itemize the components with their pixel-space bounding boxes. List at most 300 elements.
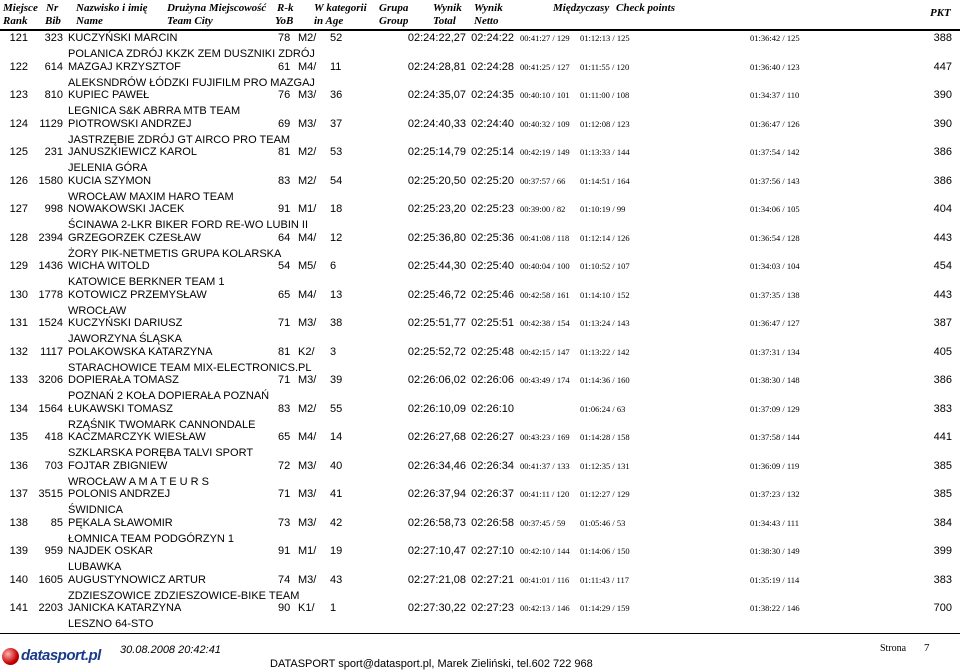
cell-checkpoint-3: 01:37:54 / 142 [750, 147, 800, 157]
cell-group: M3/ [298, 459, 317, 472]
cell-group: M2/ [298, 174, 317, 187]
cell-pkt: 386 [933, 146, 952, 158]
cell-pkt: 390 [933, 117, 952, 130]
col-rk: R-k [277, 2, 294, 14]
cell-inage: 36 [330, 89, 343, 101]
cell-name: KUCIA SZYMON [68, 174, 152, 187]
cell-inage: 54 [330, 174, 343, 187]
col-group: Group [379, 15, 409, 27]
table-row [0, 601, 960, 637]
cell-total: 02:27:21,08 [407, 573, 466, 586]
cell-checkpoint-3: 01:37:09 / 129 [750, 403, 800, 414]
col-druzyna: Drużyna Miejscowość [167, 2, 267, 14]
cell-group: M3/ [298, 573, 317, 586]
cell-bib: 614 [44, 60, 63, 73]
page-label: Strona [880, 643, 907, 654]
cell-group: M4/ [298, 288, 317, 301]
cell-pkt: 447 [933, 60, 952, 73]
cell-team: JASTRZĘBIE ZDRÓJ GT AIRCO PRO TEAM [68, 133, 291, 146]
cell-inage: 55 [330, 402, 343, 415]
cell-bib: 998 [44, 203, 63, 215]
cell-inage: 37 [330, 117, 343, 130]
cell-checkpoint-3: 01:37:58 / 144 [750, 432, 800, 442]
cell-yob: 64 [278, 231, 291, 244]
cell-group: M2/ [298, 32, 317, 44]
cell-netto: 02:27:23 [471, 602, 514, 614]
page-number: 7 [924, 642, 930, 654]
cell-pkt: 390 [933, 89, 952, 101]
cell-inage: 11 [330, 60, 342, 73]
cell-total: 02:26:10,09 [407, 402, 466, 415]
cell-netto: 02:27:21 [471, 573, 514, 586]
cell-name: FOJTAR ZBIGNIEW [68, 459, 168, 472]
cell-rank: 124 [9, 117, 28, 130]
cell-rank: 134 [9, 402, 28, 415]
cell-inage: 52 [330, 32, 343, 44]
cell-rank: 125 [9, 146, 28, 158]
cell-pkt: 385 [933, 459, 952, 472]
cell-checkpoint-3: 01:36:42 / 125 [750, 33, 800, 43]
cell-inage: 42 [330, 516, 343, 529]
cell-team: KATOWICE BERKNER TEAM 1 [68, 276, 225, 288]
cell-group: M5/ [298, 260, 317, 272]
cell-name: MAZGAJ KRZYSZTOF [68, 60, 181, 73]
cell-bib: 418 [44, 431, 63, 443]
cell-netto: 02:26:10 [471, 402, 514, 415]
cell-netto: 02:25:23 [471, 203, 514, 215]
cell-total: 02:25:20,50 [407, 174, 466, 187]
cell-bib: 1117 [40, 345, 63, 358]
cell-bib: 959 [44, 545, 63, 557]
cell-inage: 53 [330, 146, 343, 158]
cell-bib: 2203 [38, 602, 63, 614]
cell-rank: 128 [9, 231, 28, 244]
cell-bib: 1129 [39, 117, 63, 130]
cell-checkpoint-2: 01:12:14 / 126 [580, 232, 630, 243]
cell-netto: 02:26:06 [471, 374, 514, 386]
cell-inage: 43 [330, 573, 343, 586]
cell-inage: 3 [330, 345, 337, 358]
cell-yob: 83 [278, 174, 291, 187]
cell-group: M4/ [298, 60, 317, 73]
cell-checkpoint-3: 01:34:37 / 110 [750, 90, 800, 100]
cell-name: KUPIEC PAWEŁ [68, 89, 150, 101]
cell-checkpoint-2: 01:11:00 / 108 [580, 90, 630, 100]
cell-checkpoint-1: 00:42:10 / 144 [520, 546, 570, 556]
cell-name: GRZEGORZEK CZESŁAW [68, 231, 201, 244]
cell-group: M4/ [298, 231, 317, 244]
col-team-city: Team City [167, 15, 213, 27]
cell-pkt: 404 [933, 203, 952, 215]
cell-inage: 41 [330, 488, 343, 500]
cell-checkpoint-3: 01:36:09 / 119 [750, 460, 800, 471]
cell-rank: 123 [9, 89, 28, 101]
cell-pkt: 383 [933, 573, 952, 586]
cell-rank: 139 [9, 545, 28, 557]
cell-bib: 1564 [38, 402, 63, 415]
cell-rank: 135 [9, 431, 28, 443]
cell-team: ŚWIDNICA [68, 504, 123, 516]
cell-yob: 73 [278, 516, 291, 529]
cell-yob: 83 [278, 402, 291, 415]
cell-yob: 65 [278, 288, 291, 301]
cell-group: M3/ [298, 89, 317, 101]
cell-pkt: 383 [933, 402, 952, 415]
cell-checkpoint-3: 01:37:31 / 134 [750, 346, 800, 357]
table-header [0, 0, 960, 29]
col-miejsce: Miejsce [3, 2, 38, 14]
cell-netto: 02:25:46 [471, 288, 514, 301]
cell-inage: 14 [330, 431, 343, 443]
cell-group: M3/ [298, 488, 317, 500]
cell-checkpoint-2: 01:12:35 / 131 [580, 460, 630, 471]
cell-inage: 40 [330, 459, 343, 472]
cell-checkpoint-1: 00:41:37 / 133 [520, 460, 570, 471]
cell-total: 02:25:23,20 [407, 203, 466, 215]
cell-bib: 85 [50, 516, 63, 529]
cell-total: 02:25:51,77 [407, 317, 466, 329]
cell-inage: 1 [330, 602, 337, 614]
cell-group: M4/ [298, 431, 317, 443]
cell-netto: 02:26:37 [471, 488, 514, 500]
cell-rank: 140 [9, 573, 28, 586]
cell-checkpoint-1: 00:42:19 / 149 [520, 147, 570, 157]
cell-team: WROCŁAW MAXIM HARO TEAM [68, 190, 234, 203]
cell-checkpoint-3: 01:36:47 / 126 [750, 118, 800, 129]
cell-team: WROCŁAW A M A T E U R S [68, 475, 209, 488]
cell-checkpoint-3: 01:38:22 / 146 [750, 603, 800, 613]
cell-total: 02:25:52,72 [407, 345, 466, 358]
cell-checkpoint-3: 01:35:19 / 114 [750, 574, 800, 585]
cell-name: JANICKA KATARZYNA [68, 602, 182, 614]
cell-checkpoint-2: 01:11:43 / 117 [580, 574, 629, 585]
cell-yob: 71 [278, 488, 291, 500]
cell-checkpoint-3: 01:37:23 / 132 [750, 489, 800, 499]
cell-checkpoint-3: 01:37:56 / 143 [750, 175, 800, 186]
cell-pkt: 443 [933, 288, 952, 301]
cell-checkpoint-1: 00:43:49 / 174 [520, 375, 570, 385]
cell-group: M3/ [298, 374, 317, 386]
cell-checkpoint-2: 01:12:13 / 125 [580, 33, 630, 43]
cell-group: M1/ [298, 203, 317, 215]
cell-total: 02:24:35,07 [407, 89, 466, 101]
cell-team: SZKLARSKA PORĘBA TALVI SPORT [68, 447, 254, 459]
cell-checkpoint-1: 00:39:00 / 82 [520, 204, 566, 214]
cell-rank: 127 [9, 203, 28, 215]
col-pkt: PKT [930, 7, 951, 19]
cell-group: M2/ [298, 402, 317, 415]
cell-inage: 6 [330, 260, 337, 272]
cell-name: PIOTROWSKI ANDRZEJ [68, 117, 192, 130]
cell-yob: 78 [278, 32, 291, 44]
cell-name: POLONIS ANDRZEJ [68, 488, 171, 500]
cell-team: ŻORY PIK-NETMETIS GRUPA KOLARSKA [68, 247, 282, 260]
cell-name: PĘKALA SŁAWOMIR [68, 516, 173, 529]
cell-inage: 13 [330, 288, 343, 301]
cell-checkpoint-2: 01:12:27 / 129 [580, 489, 630, 499]
cell-name: JANUSZKIEWICZ KAROL [68, 146, 197, 158]
cell-bib: 1778 [38, 288, 63, 301]
cell-yob: 91 [278, 203, 291, 215]
cell-netto: 02:25:36 [471, 231, 514, 244]
cell-pkt: 700 [933, 602, 952, 614]
cell-inage: 19 [330, 545, 343, 557]
cell-team: LESZNO 64-STO [68, 618, 154, 630]
cell-netto: 02:24:28 [471, 60, 514, 73]
cell-bib: 1580 [38, 174, 63, 187]
cell-pkt: 399 [933, 545, 952, 557]
cell-yob: 71 [278, 374, 291, 386]
cell-total: 02:26:06,02 [407, 374, 466, 386]
col-netto: Netto [474, 15, 499, 27]
cell-team: POZNAŃ 2 KOŁA DOPIERAŁA POZNAŃ [68, 390, 270, 402]
cell-name: KACZMARCZYK WIESŁAW [68, 431, 206, 443]
cell-team: ŁOMNICA TEAM PODGÓRZYN 1 [68, 532, 235, 545]
cell-checkpoint-2: 01:06:24 / 63 [580, 403, 626, 414]
cell-total: 02:26:58,73 [407, 516, 466, 529]
cell-pkt: 386 [933, 174, 952, 187]
col-name: Name [76, 15, 103, 27]
cell-checkpoint-2: 01:14:06 / 150 [580, 546, 630, 556]
cell-checkpoint-2: 01:05:46 / 53 [580, 517, 626, 528]
cell-checkpoint-2: 01:14:10 / 152 [580, 289, 630, 300]
col-nazwisko: Nazwisko i imię [76, 2, 148, 14]
cell-netto: 02:25:20 [471, 174, 514, 187]
cell-team: WROCŁAW [68, 304, 127, 317]
cell-yob: 76 [278, 89, 291, 101]
cell-name: ŁUKAWSKI TOMASZ [68, 402, 173, 415]
cell-name: DOPIERAŁA TOMASZ [68, 374, 179, 386]
cell-yob: 69 [278, 117, 291, 130]
cell-pkt: 387 [933, 317, 952, 329]
cell-team: LEGNICA S&K ABRRA MTB TEAM [68, 105, 241, 117]
cell-netto: 02:25:48 [471, 345, 514, 358]
cell-checkpoint-3: 01:36:54 / 128 [750, 232, 800, 243]
cell-bib: 231 [44, 146, 63, 158]
cell-team: ŚCINAWA 2-LKR BIKER FORD RE-WO LUBIN II [68, 219, 308, 231]
cell-checkpoint-3: 01:37:35 / 138 [750, 289, 800, 300]
cell-team: LUBAWKA [68, 561, 122, 573]
cell-bib: 1605 [38, 573, 63, 586]
cell-bib: 323 [44, 32, 63, 44]
col-rank: Rank [3, 15, 28, 27]
cell-team: STARACHOWICE TEAM MIX-ELECTRONICS.PL [68, 361, 312, 374]
cell-team: ZDZIESZOWICE ZDZIESZOWICE-BIKE TEAM [68, 589, 300, 602]
cell-total: 02:25:14,79 [407, 146, 466, 158]
cell-yob: 61 [278, 60, 291, 73]
cell-checkpoint-3: 01:34:43 / 111 [750, 517, 799, 528]
cell-checkpoint-1: 00:43:23 / 169 [520, 432, 570, 442]
cell-checkpoint-1: 00:41:08 / 118 [520, 232, 570, 243]
cell-bib: 810 [44, 89, 63, 101]
cell-name: POLAKOWSKA KATARZYNA [68, 345, 213, 358]
cell-netto: 02:27:10 [471, 545, 514, 557]
cell-checkpoint-3: 01:38:30 / 149 [750, 546, 800, 556]
cell-checkpoint-2: 01:14:36 / 160 [580, 375, 630, 385]
cell-checkpoint-1: 00:42:13 / 146 [520, 603, 570, 613]
col-yob: YoB [275, 15, 294, 27]
cell-rank: 130 [9, 288, 28, 301]
cell-total: 02:25:44,30 [407, 260, 466, 272]
cell-rank: 141 [9, 602, 28, 614]
cell-bib: 2394 [38, 231, 63, 244]
cell-yob: 90 [278, 602, 291, 614]
col-nr: Nr [46, 2, 59, 14]
cell-yob: 81 [278, 345, 291, 358]
contact-info: DATASPORT sport@datasport.pl, Marek Zieliński, tel.602 722 968 [270, 658, 593, 670]
cell-inage: 38 [330, 317, 343, 329]
cell-yob: 81 [278, 146, 291, 158]
cell-checkpoint-2: 01:14:28 / 158 [580, 432, 630, 442]
cell-netto: 02:24:40 [471, 117, 514, 130]
cell-group: M1/ [298, 545, 317, 557]
cell-group: K1/ [298, 602, 315, 614]
cell-group: M3/ [298, 516, 317, 529]
cell-bib: 3206 [38, 374, 63, 386]
cell-inage: 12 [330, 231, 343, 244]
cell-netto: 02:24:22 [471, 32, 514, 44]
cell-checkpoint-1: 00:42:15 / 147 [520, 346, 570, 357]
cell-checkpoint-2: 01:13:33 / 144 [580, 147, 630, 157]
col-checkpoints: Check points [616, 2, 675, 14]
cell-netto: 02:26:58 [471, 516, 514, 529]
cell-total: 02:25:36,80 [407, 231, 466, 244]
cell-group: K2/ [298, 345, 315, 358]
cell-checkpoint-1: 00:41:25 / 127 [520, 61, 570, 72]
cell-bib: 1524 [38, 317, 63, 329]
cell-rank: 131 [9, 317, 28, 329]
cell-rank: 122 [9, 60, 28, 73]
print-date: 30.08.2008 20:42:41 [120, 644, 221, 656]
cell-team: ALEKSNDRÓW ŁÓDZKI FUJIFILM PRO MAZGAJ [68, 76, 315, 89]
cell-pkt: 454 [933, 260, 952, 272]
cell-yob: 65 [278, 431, 291, 443]
cell-netto: 02:24:35 [471, 89, 514, 101]
ball-icon [2, 648, 19, 665]
cell-name: KUCZYŃSKI DARIUSZ [68, 317, 183, 329]
logo-text: datasport.pl [21, 647, 101, 664]
cell-team: JAWORZYNA ŚLĄSKA [68, 333, 182, 345]
cell-checkpoint-1: 00:42:58 / 161 [520, 289, 570, 300]
cell-yob: 72 [278, 459, 291, 472]
cell-checkpoint-1: 00:42:38 / 154 [520, 318, 570, 328]
cell-rank: 129 [9, 260, 28, 272]
cell-yob: 71 [278, 317, 291, 329]
cell-checkpoint-1: 00:37:45 / 59 [520, 517, 566, 528]
cell-netto: 02:25:40 [471, 260, 514, 272]
cell-checkpoint-3: 01:34:06 / 105 [750, 204, 800, 214]
cell-netto: 02:25:14 [471, 146, 514, 158]
cell-pkt: 441 [933, 431, 952, 443]
cell-netto: 02:26:27 [471, 431, 514, 443]
cell-total: 02:27:10,47 [407, 545, 466, 557]
cell-total: 02:24:28,81 [407, 60, 466, 73]
cell-bib: 1436 [38, 260, 63, 272]
cell-name: KUCZYŃSKI MARCIN [68, 32, 178, 44]
col-total: Total [433, 15, 456, 27]
cell-yob: 74 [278, 573, 291, 586]
cell-checkpoint-2: 01:10:19 / 99 [580, 204, 626, 214]
cell-name: KOTOWICZ PRZEMYSŁAW [68, 288, 207, 301]
col-inage: in Age [314, 15, 344, 27]
cell-bib: 3515 [38, 488, 63, 500]
cell-yob: 54 [278, 260, 291, 272]
cell-checkpoint-2: 01:11:55 / 120 [580, 61, 630, 72]
cell-pkt: 388 [933, 32, 952, 44]
cell-pkt: 443 [933, 231, 952, 244]
cell-checkpoint-3: 01:34:03 / 104 [750, 261, 800, 271]
cell-pkt: 385 [933, 488, 952, 500]
cell-rank: 121 [9, 32, 28, 44]
cell-rank: 132 [9, 345, 28, 358]
cell-rank: 136 [9, 459, 28, 472]
cell-rank: 138 [9, 516, 28, 529]
cell-rank: 126 [9, 174, 28, 187]
cell-checkpoint-1: 00:40:32 / 109 [520, 118, 570, 129]
cell-group: M3/ [298, 117, 317, 130]
cell-pkt: 384 [933, 516, 952, 529]
cell-checkpoint-1: 00:37:57 / 66 [520, 175, 566, 186]
cell-rank: 137 [9, 488, 28, 500]
cell-checkpoint-1: 00:40:04 / 100 [520, 261, 570, 271]
cell-group: M2/ [298, 146, 317, 158]
cell-total: 02:26:37,94 [407, 488, 466, 500]
cell-total: 02:24:40,33 [407, 117, 466, 130]
cell-name: WICHA WITOLD [68, 260, 150, 272]
cell-group: M3/ [298, 317, 317, 329]
cell-bib: 703 [44, 459, 63, 472]
cell-checkpoint-2: 01:13:24 / 143 [580, 318, 630, 328]
col-miedzyczasy: Międzyczasy [553, 2, 610, 14]
cell-checkpoint-1: 00:41:27 / 129 [520, 33, 570, 43]
cell-checkpoint-3: 01:38:30 / 148 [750, 375, 800, 385]
cell-checkpoint-2: 01:10:52 / 107 [580, 261, 630, 271]
cell-total: 02:26:27,68 [407, 431, 466, 443]
col-wkat: W kategorii [314, 2, 367, 14]
col-wynik: Wynik [433, 2, 462, 14]
cell-pkt: 405 [933, 345, 952, 358]
cell-yob: 91 [278, 545, 291, 557]
cell-checkpoint-2: 01:12:08 / 123 [580, 118, 630, 129]
datasport-logo [2, 646, 101, 668]
cell-pkt: 386 [933, 374, 952, 386]
cell-team: JELENIA GÓRA [68, 162, 148, 174]
cell-name: NOWAKOWSKI JACEK [68, 203, 185, 215]
cell-name: NAJDEK OSKAR [68, 545, 153, 557]
cell-inage: 18 [330, 203, 343, 215]
col-wynik-netto: Wynik [474, 2, 503, 14]
cell-netto: 02:25:51 [471, 317, 514, 329]
col-bib: Bib [45, 15, 61, 27]
cell-checkpoint-1: 00:41:11 / 120 [520, 489, 570, 499]
col-grupa: Grupa [379, 2, 409, 14]
cell-team: POLANICA ZDRÓJ KKZK ZEM DUSZNIKI ZDRÓJ [68, 48, 315, 60]
cell-rank: 133 [9, 374, 28, 386]
footer-divider [0, 633, 960, 634]
cell-inage: 39 [330, 374, 343, 386]
cell-total: 02:25:46,72 [407, 288, 466, 301]
cell-name: AUGUSTYNOWICZ ARTUR [68, 573, 206, 586]
cell-checkpoint-1: 00:40:10 / 101 [520, 90, 570, 100]
cell-checkpoint-1: 00:41:01 / 116 [520, 574, 570, 585]
cell-checkpoint-2: 01:13:22 / 142 [580, 346, 630, 357]
cell-total: 02:26:34,46 [407, 459, 466, 472]
cell-checkpoint-2: 01:14:29 / 159 [580, 603, 630, 613]
cell-checkpoint-2: 01:14:51 / 164 [580, 175, 630, 186]
cell-team: RZĄŚNIK TWOMARK CANNONDALE [68, 418, 256, 431]
cell-total: 02:24:22,27 [407, 32, 466, 44]
cell-netto: 02:26:34 [471, 459, 514, 472]
